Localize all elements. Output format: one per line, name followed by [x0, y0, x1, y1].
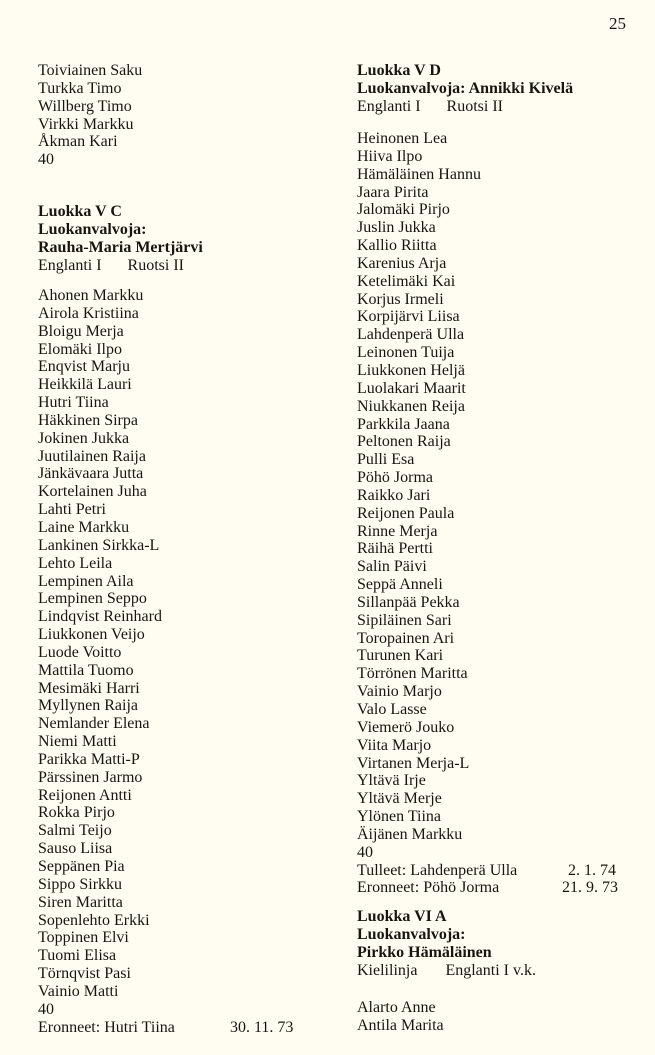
- student-name: Häkkinen Sirpa: [38, 411, 138, 429]
- student-name: Jänkävaara Jutta: [38, 465, 144, 483]
- language-line: [357, 98, 573, 116]
- student-name: Yltävä Merje: [357, 790, 442, 808]
- class-via-student-list: [357, 999, 444, 1035]
- student-name: Viemerö Jouko: [357, 718, 455, 736]
- student-name: Toropainen Ari: [357, 629, 455, 647]
- teacher-name: Pirkko Hämäläinen: [357, 943, 492, 961]
- class-vc-header: [38, 203, 203, 274]
- note-date: 21. 9. 73: [562, 879, 618, 897]
- student-name: Vainio Matti: [38, 982, 119, 1000]
- student-name: Salin Päivi: [357, 558, 427, 576]
- student-count: 40: [38, 151, 54, 169]
- student-name: Salmi Teijo: [38, 822, 112, 840]
- class-via-header: [357, 908, 536, 979]
- student-name: Rokka Pirjo: [38, 804, 115, 822]
- student-name: Alarto Anne: [357, 999, 436, 1016]
- student-name: Virkki Markku: [38, 115, 134, 133]
- student-name: Turkka Timo: [38, 79, 122, 97]
- note-label: Eronneet: Pöhö Jorma: [357, 879, 500, 897]
- departed-note: [357, 879, 618, 897]
- student-name: Sippo Sirkku: [38, 875, 123, 893]
- student-name: Turunen Kari: [357, 647, 444, 665]
- note-label: Eronneet: Hutri Tiina: [38, 1018, 175, 1036]
- student-name: Viita Marjo: [357, 736, 432, 754]
- teacher-line: Luokanvalvoja: Annikki Kivelä: [357, 79, 574, 97]
- student-name: Seppänen Pia: [38, 858, 125, 875]
- student-name: Lankinen Sirkka-L: [38, 536, 160, 554]
- class-vd-student-list: [357, 130, 618, 897]
- language-2: Ruotsi II: [446, 97, 503, 115]
- student-name: Sopenlehto Erkki: [38, 911, 150, 929]
- departed-note: [38, 1018, 294, 1037]
- student-name: Toiviainen Saku: [38, 62, 143, 79]
- student-name: Myllynen Raija: [38, 697, 138, 715]
- line-label: Kielilinja: [357, 961, 418, 979]
- student-name: Yltävä Irje: [357, 772, 426, 790]
- student-name: Juslin Jukka: [357, 219, 436, 237]
- student-name: Jaara Pirita: [357, 183, 429, 201]
- student-name: Luode Voitto: [38, 643, 122, 661]
- student-name: Siren Maritta: [38, 893, 123, 911]
- student-name: Virtanen Merja-L: [357, 754, 470, 772]
- student-name: Seppä Anneli: [357, 576, 443, 594]
- student-name: Åkman Kari: [38, 133, 118, 151]
- student-name: Sillanpää Pekka: [357, 593, 460, 611]
- student-name: Lempinen Seppo: [38, 590, 147, 608]
- student-name: Raikko Jari: [357, 486, 431, 504]
- student-name: Liukkonen Veijo: [38, 626, 145, 644]
- language-line: [38, 257, 203, 275]
- student-name: Korjus Irmeli: [357, 290, 444, 308]
- student-name: Jalomäki Pirjo: [357, 201, 450, 219]
- student-name: Juutilainen Raija: [38, 447, 146, 465]
- student-name: Enqvist Marju: [38, 358, 130, 376]
- student-name: Törnqvist Pasi: [38, 965, 131, 983]
- student-name: Jokinen Jukka: [38, 429, 130, 447]
- student-name: Hiiva Ilpo: [357, 147, 423, 165]
- student-name: Heikkilä Lauri: [38, 376, 132, 394]
- note-label: Tulleet: Lahdenperä Ulla: [357, 861, 518, 879]
- student-name: Lehto Leila: [38, 554, 113, 572]
- student-name: Heinonen Lea: [357, 130, 448, 147]
- teacher-label: Luokanvalvoja:: [38, 220, 147, 238]
- student-name: Peltonen Raija: [357, 433, 451, 451]
- student-name: Ylönen Tiina: [357, 808, 442, 826]
- student-name: Parkkila Jaana: [357, 415, 450, 433]
- note-date: 30. 11. 73: [230, 1018, 294, 1036]
- student-name: Hämäläinen Hannu: [357, 165, 481, 183]
- student-name: Leinonen Tuija: [357, 344, 455, 362]
- student-name: Pöhö Jorma: [357, 469, 433, 487]
- student-name: Mattila Tuomo: [38, 661, 134, 679]
- student-name: Antila Marita: [357, 1016, 444, 1034]
- student-name: Niemi Matti: [38, 733, 117, 751]
- student-name: Äijänen Markku: [357, 825, 463, 843]
- student-name: Luolakari Maarit: [357, 379, 466, 397]
- student-name: Pulli Esa: [357, 451, 415, 469]
- student-name: Laine Markku: [38, 518, 130, 536]
- language-1: Englanti I: [38, 256, 102, 274]
- student-count: 40: [38, 1000, 54, 1018]
- class-title: Luokka V D: [357, 62, 441, 79]
- student-name: Toppinen Elvi: [38, 929, 129, 947]
- arrived-note: [357, 861, 616, 880]
- student-name: Elomäki Ilpo: [38, 340, 122, 358]
- student-name: Kortelainen Juha: [38, 483, 147, 501]
- student-name: Reijonen Paula: [357, 504, 455, 522]
- student-name: Lindqvist Reinhard: [38, 608, 162, 626]
- student-name: Airola Kristiina: [38, 304, 139, 322]
- teacher-name: Rauha-Maria Mertjärvi: [38, 238, 203, 256]
- student-name: Kallio Riitta: [357, 237, 437, 255]
- student-name: Bloigu Merja: [38, 322, 124, 340]
- student-name: Pärssinen Jarmo: [38, 768, 143, 786]
- language: Englanti I v.k.: [445, 961, 536, 979]
- student-name: Hutri Tiina: [38, 394, 109, 412]
- student-name: Ketelimäki Kai: [357, 272, 456, 290]
- class-title: Luokka VI A: [357, 908, 447, 925]
- class-vc-student-list: [38, 287, 294, 1036]
- teacher-label: Luokanvalvoja:: [357, 925, 466, 943]
- student-name: Räihä Pertti: [357, 540, 433, 558]
- student-name: Niukkanen Reija: [357, 397, 465, 415]
- student-name: Nemlander Elena: [38, 715, 150, 733]
- class-vd-header: [357, 62, 573, 116]
- page-number: 25: [609, 14, 626, 33]
- student-name: Lempinen Aila: [38, 572, 134, 590]
- language-line: [357, 962, 536, 980]
- language-1: Englanti I: [357, 97, 421, 115]
- student-name: Törrönen Maritta: [357, 665, 468, 683]
- class-title: Luokka V C: [38, 203, 122, 220]
- note-date: 2. 1. 74: [568, 861, 616, 879]
- student-name: Sipiläinen Sari: [357, 611, 452, 629]
- student-name: Liukkonen Heljä: [357, 361, 465, 379]
- student-name: Vainio Marjo: [357, 683, 442, 701]
- student-name: Korpijärvi Liisa: [357, 308, 460, 326]
- student-name: Lahdenperä Ulla: [357, 326, 465, 344]
- student-name: Mesimäki Harri: [38, 679, 140, 697]
- student-name: Sauso Liisa: [38, 840, 113, 858]
- student-name: Lahti Petri: [38, 501, 106, 519]
- student-count: 40: [357, 843, 373, 861]
- student-name: Karenius Arja: [357, 254, 447, 272]
- student-name: Valo Lasse: [357, 701, 427, 718]
- student-name: Tuomi Elisa: [38, 947, 117, 965]
- continued-student-list: [38, 62, 142, 169]
- student-name: Willberg Timo: [38, 97, 132, 115]
- student-name: Ahonen Markku: [38, 287, 144, 304]
- student-name: Parikka Matti-P: [38, 750, 140, 768]
- language-2: Ruotsi II: [127, 256, 184, 274]
- student-name: Reijonen Antti: [38, 786, 132, 804]
- student-name: Rinne Merja: [357, 522, 438, 540]
